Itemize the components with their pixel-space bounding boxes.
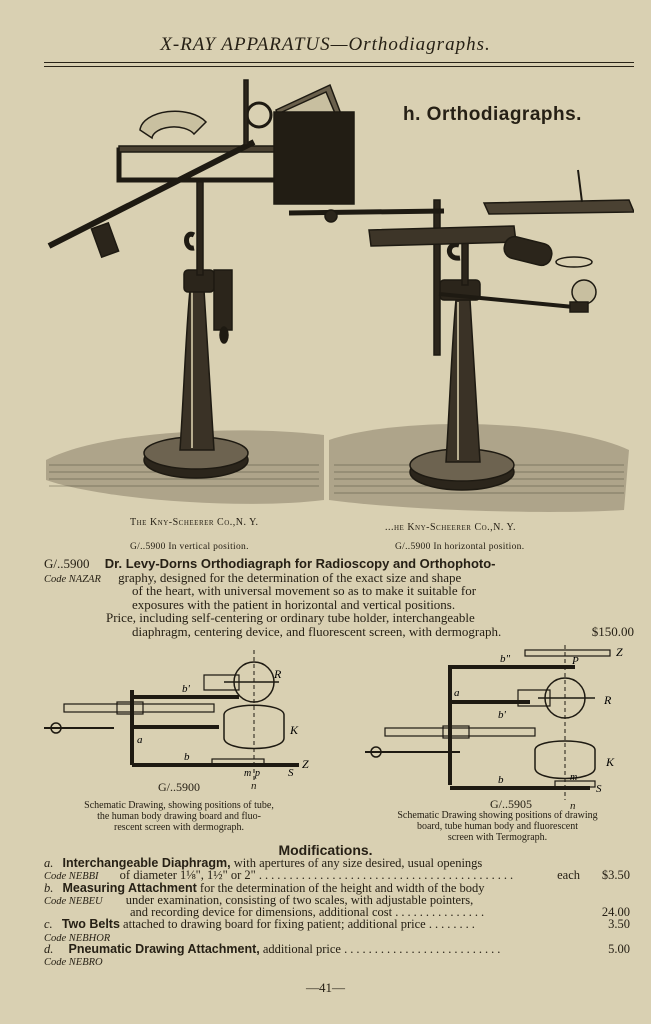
product-number: G/..5900 bbox=[44, 556, 90, 571]
header-rule-bottom bbox=[44, 66, 634, 67]
schematic-left-label-m: m bbox=[244, 768, 252, 779]
schematic-right-label-P: P bbox=[572, 655, 579, 667]
modification-letter: d. bbox=[44, 942, 54, 957]
caption-line: screen with Termograph. bbox=[447, 832, 548, 843]
caption-line: rescent screen with dermograph. bbox=[114, 822, 244, 833]
modification-text: under examination, consisting of two scales, with adjustable pointers, bbox=[125, 892, 474, 907]
schematic-right-label-K: K bbox=[606, 755, 615, 769]
product-text-line: graphy, designed for the determination of the exact size and shape bbox=[118, 569, 462, 585]
schematic-left-label-b: b bbox=[184, 751, 190, 763]
leader-dots: .......................................... bbox=[258, 868, 517, 883]
modifications-title: Modifications. bbox=[278, 842, 373, 858]
product-code: Code NAZAR bbox=[44, 573, 101, 585]
modification-code: Code NEBRO bbox=[44, 957, 103, 969]
schematic-right-label-Z: Z bbox=[616, 645, 623, 659]
caption-line: Schematic Drawing, showing positions of tube, bbox=[84, 800, 274, 811]
schematic-right-diagram bbox=[360, 640, 635, 800]
modification-text: attached to drawing board for fixing patient; additional price bbox=[123, 917, 426, 932]
orthodiagraph-vertical bbox=[49, 80, 354, 478]
modification-unit: each bbox=[557, 868, 580, 883]
schematic-right-label-b2: b" bbox=[500, 653, 511, 665]
schematic-left-label-Z: Z bbox=[302, 757, 309, 771]
schematic-left-diagram bbox=[44, 640, 314, 780]
figure-left-caption: G/..5900 In vertical position. bbox=[130, 542, 249, 552]
caption-line: Schematic Drawing showing positions of drawing bbox=[397, 810, 598, 821]
leader-dots: ........ bbox=[428, 917, 478, 932]
schematic-right-number: G/..5905 bbox=[490, 797, 532, 811]
schematic-left-label-n: n bbox=[251, 780, 257, 792]
product-line-6 bbox=[44, 625, 634, 639]
product-text-line: Price, including self-centering or ordinary tube holder, interchangeable bbox=[106, 610, 475, 626]
schematic-right-label-m: m bbox=[570, 772, 578, 783]
modification-letter: a. bbox=[44, 856, 54, 870]
modification-d-line-1 bbox=[44, 943, 634, 955]
schematic-right-label-b1: b' bbox=[498, 709, 506, 721]
figure-right-imprint: ...he Kny-Scheerer Co.,N. Y. bbox=[385, 522, 516, 533]
modification-code: Code NEBHOR bbox=[44, 932, 111, 944]
modification-name: Measuring Attachment bbox=[62, 880, 197, 895]
modification-d-line-2 bbox=[44, 955, 634, 967]
modification-text: additional price bbox=[262, 942, 341, 957]
schematic-left-label-K: K bbox=[290, 723, 299, 737]
leader-dots: .......................... bbox=[344, 942, 504, 957]
modification-price: $3.50 bbox=[601, 868, 630, 883]
schematic-right-label-R: R bbox=[604, 693, 612, 707]
schematic-left-label-a: a bbox=[137, 734, 143, 746]
figure-right-caption: G/..5900 In horizontal position. bbox=[395, 542, 525, 552]
modification-text: of diameter 1⅛", 1½" or 2" bbox=[119, 868, 256, 883]
product-text-line: exposures with the patient in horizontal and vertical positions. bbox=[132, 596, 456, 612]
schematic-left-label-p: p bbox=[255, 768, 260, 779]
product-description bbox=[44, 557, 634, 639]
schematic-left-label-S: S bbox=[288, 767, 294, 779]
product-text-line: of the heart, with universal movement so as to make it suitable for bbox=[132, 583, 477, 599]
modification-letter: c. bbox=[44, 917, 53, 932]
schematic-left-caption bbox=[44, 800, 314, 833]
modification-c-line-1 bbox=[44, 918, 634, 930]
modification-text: and recording device for dimensions, additional cost bbox=[130, 905, 393, 920]
product-text-line: diaphragm, centering device, and fluorescent screen, with dermograph. bbox=[132, 623, 502, 639]
section-title: h. Orthodiagraphs. bbox=[403, 104, 582, 125]
schematic-left-number: G/..5900 bbox=[158, 780, 200, 794]
modification-code: Code NEBBI bbox=[44, 871, 99, 883]
schematic-left-label-b1: b' bbox=[182, 683, 190, 695]
modification-price: 24.00 bbox=[601, 905, 630, 920]
schematic-right-label-S: S bbox=[596, 783, 602, 795]
schematic-left-label-R: R bbox=[274, 667, 282, 681]
modification-price: 5.00 bbox=[608, 942, 630, 957]
modification-name: Two Belts bbox=[61, 917, 120, 932]
caption-line: board, tube human body and fluorescent bbox=[416, 821, 579, 832]
modification-letter: b. bbox=[44, 880, 54, 895]
schematic-right-label-n: n bbox=[570, 800, 576, 812]
modification-code: Code NEBEU bbox=[44, 895, 103, 907]
modification-text: with apertures of any size desired, usual openings bbox=[233, 856, 483, 870]
caption-line: the human body drawing board and fluo- bbox=[97, 811, 261, 822]
modification-name: Pneumatic Drawing Attachment, bbox=[68, 942, 260, 957]
leader-dots: ............... bbox=[395, 905, 488, 920]
modification-text: for the determination of the height and width of the body bbox=[199, 880, 485, 895]
product-line-2 bbox=[44, 571, 634, 585]
figure-left-imprint: The Kny-Scheerer Co.,N. Y. bbox=[130, 517, 259, 528]
modifications-list bbox=[44, 857, 634, 968]
orthodiagraph-engraving bbox=[44, 70, 634, 515]
schematic-right-caption bbox=[360, 810, 635, 843]
schematic-right-label-a: a bbox=[454, 687, 460, 699]
product-name: Dr. Levy-Dorns Orthodiagraph for Radioscopy and Orthophoto- bbox=[104, 556, 496, 571]
header-rule-top bbox=[44, 62, 634, 63]
product-line-1 bbox=[44, 557, 634, 571]
page-number: —41— bbox=[306, 980, 345, 995]
running-head: X-RAY APPARATUS—Orthodiagraphs. bbox=[160, 34, 491, 55]
product-price: $150.00 bbox=[591, 623, 634, 639]
modification-name: Interchangeable Diaphragm, bbox=[62, 856, 231, 870]
modification-price: 3.50 bbox=[608, 917, 630, 932]
schematic-right-label-b: b bbox=[498, 774, 504, 786]
